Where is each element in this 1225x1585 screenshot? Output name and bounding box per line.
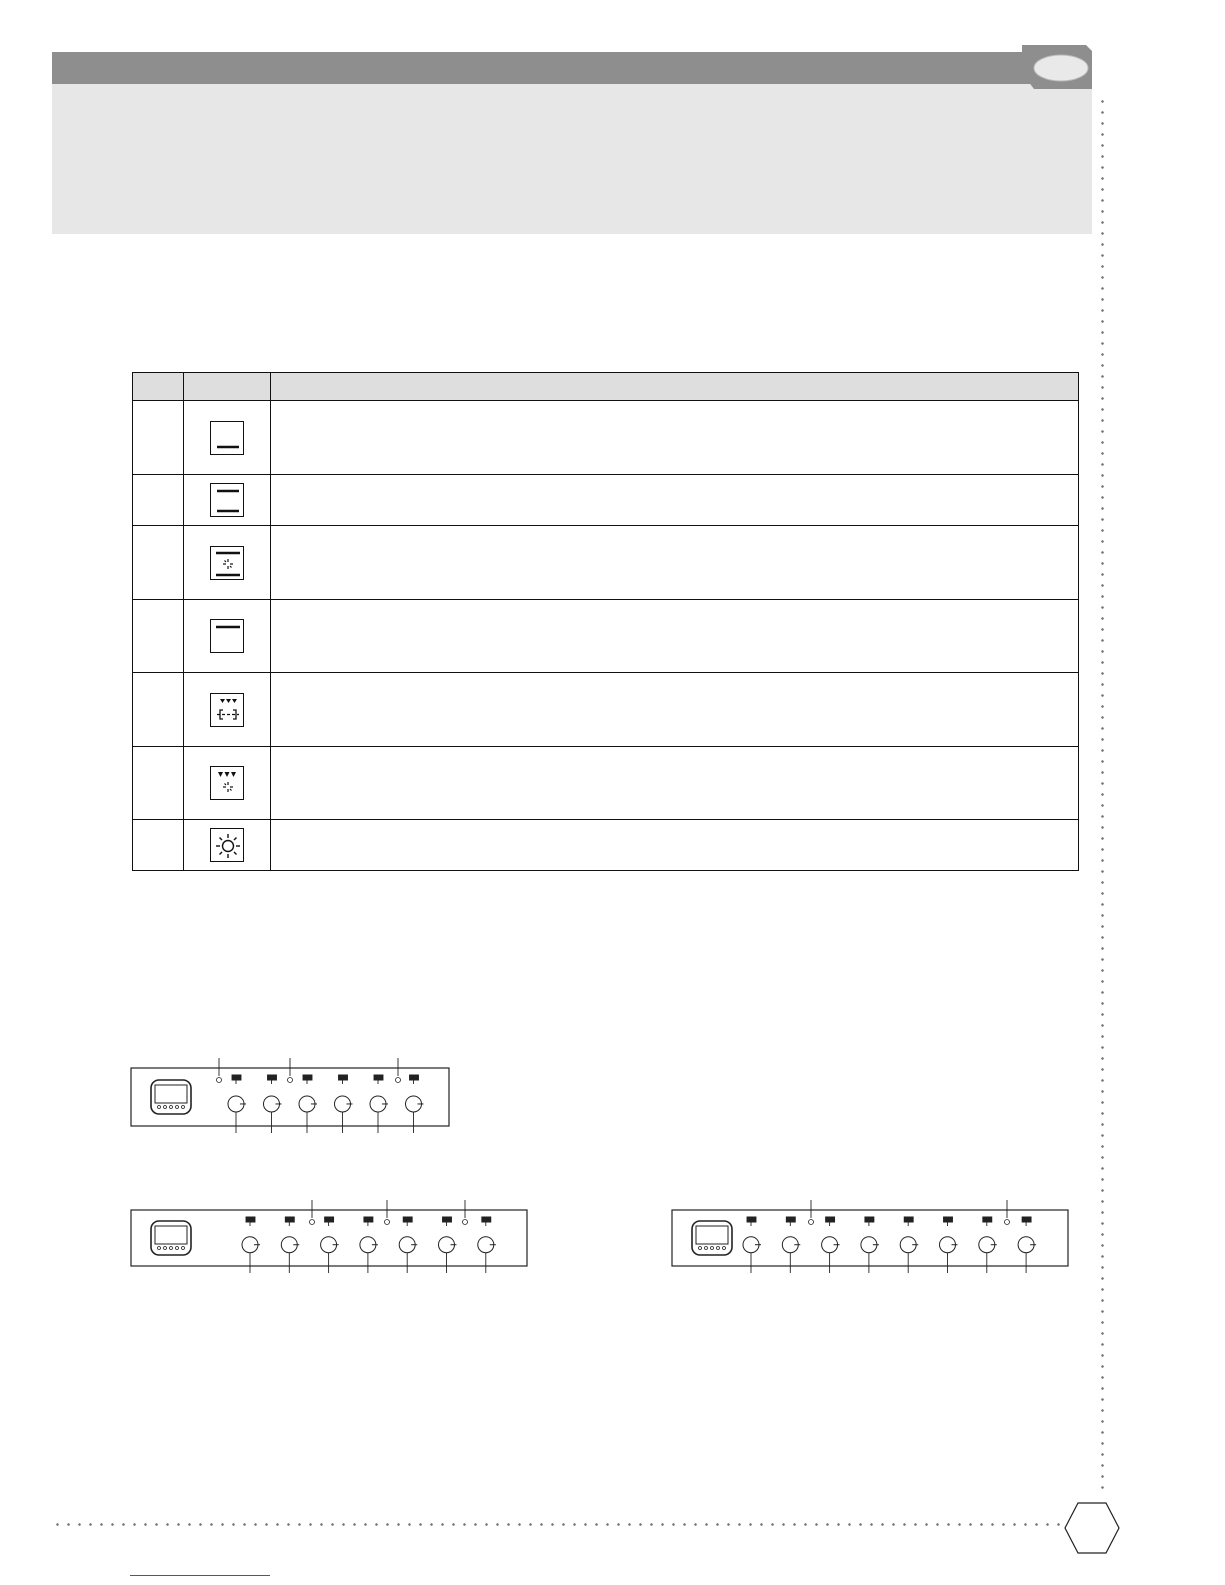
- table-row: [133, 747, 1079, 820]
- table-row: [133, 401, 1079, 475]
- control-panel-illustrations: [0, 1040, 1100, 1290]
- header-top-bar: [52, 52, 1092, 84]
- row-number: [133, 600, 184, 673]
- grill-rotisserie-icon: [210, 693, 244, 727]
- row-number: [133, 820, 184, 871]
- row-description: [271, 475, 1079, 526]
- row-number: [133, 475, 184, 526]
- row-description: [271, 600, 1079, 673]
- table-row: [133, 820, 1079, 871]
- row-description: [271, 526, 1079, 600]
- row-description: [271, 673, 1079, 747]
- language-tab: [1016, 43, 1096, 95]
- row-description: [271, 747, 1079, 820]
- row-number: [133, 526, 184, 600]
- indicator-lamp-icon: [217, 1078, 222, 1083]
- row-number: [133, 401, 184, 475]
- indicator-lamp-icon: [385, 1220, 390, 1225]
- table-row: [133, 475, 1079, 526]
- indicator-lamp-icon: [463, 1220, 468, 1225]
- column-header-symbol: [184, 373, 271, 401]
- page-number-hexagon: [1063, 1501, 1121, 1555]
- column-header-number: [133, 373, 184, 401]
- indicator-lamp-icon: [288, 1078, 293, 1083]
- indicator-lamp-icon: [396, 1078, 401, 1083]
- fan-top-bottom-heat-icon: [210, 546, 244, 580]
- control-panels-drawing: [131, 1058, 1068, 1273]
- table-header-row: [133, 373, 1079, 401]
- indicator-lamp-icon: [809, 1220, 814, 1225]
- row-description: [271, 820, 1079, 871]
- indicator-lamp-icon: [310, 1220, 315, 1225]
- fan-grill-icon: [210, 766, 244, 800]
- column-header-description: [271, 373, 1079, 401]
- row-number: [133, 673, 184, 747]
- row-description: [271, 401, 1079, 475]
- oven-function-symbol-table: [132, 372, 1079, 871]
- table-row: [133, 600, 1079, 673]
- dotted-border-bottom: [52, 1523, 1062, 1526]
- table-row: [133, 673, 1079, 747]
- top-heat-icon: [210, 619, 244, 653]
- dotted-border-right: [1101, 96, 1104, 1496]
- bottom-heat-icon: [210, 421, 244, 455]
- table-row: [133, 526, 1079, 600]
- indicator-lamp-icon: [1005, 1220, 1010, 1225]
- header-band: [52, 84, 1092, 234]
- row-number: [133, 747, 184, 820]
- oven-light-icon: [210, 828, 244, 862]
- top-bottom-heat-icon: [210, 483, 244, 517]
- footer-link-underline: [130, 1575, 270, 1576]
